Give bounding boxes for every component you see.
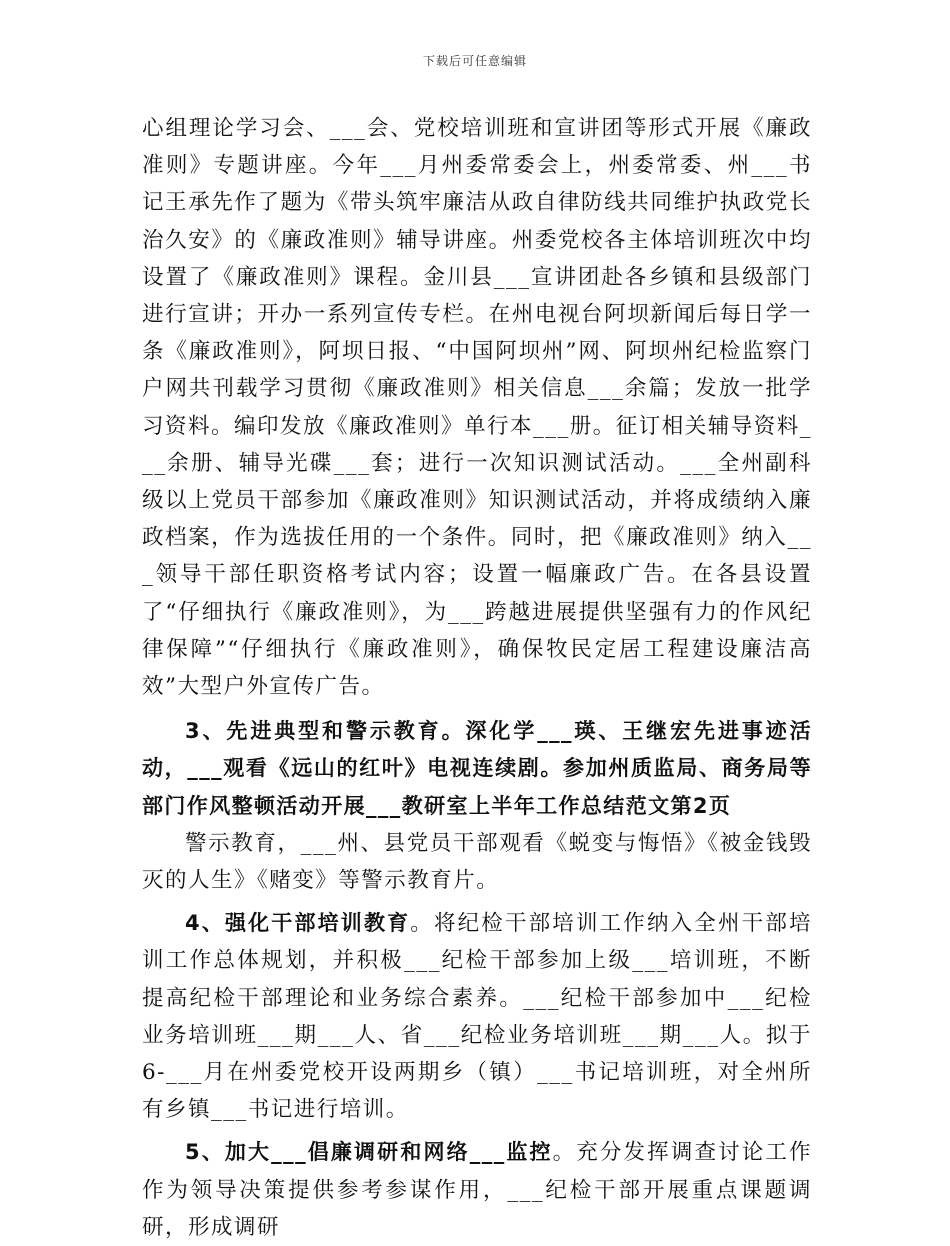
paragraph-5: [142, 1134, 812, 1246]
paragraph-5-text: 。充分发挥调查讨论工作作为领导决策提供参考参谋作用，___纪检干部开展重点课题调研，形成调研: [142, 1140, 812, 1240]
paragraph-1: 心组理论学习会、___会、党校培训班和宣讲团等形式开展《廉政准则》专题讲座。今年___月州委常委会上，州委常委、州___书记王承先作了题为《带头筑牢廉洁从政自律防线共同维护执政党长治久安》的《廉政准则》辅导讲座。州委党校各主体培训班次中均设置了《廉政准则》课程。金川县___宣讲团赴各乡镇和县级部门进行宣讲；开办一系列宣传专栏。在州电视台阿坝新闻后每日学一条《廉政准则》，阿坝日报、“中国阿坝州”网、阿坝州纪检监察门户网共刊载学习贯彻《廉政准则》相关信息___余篇；发放一批学习资料。编印发放《廉政准则》单行本___册。征订相关辅导资料___余册、辅导光碟___套；进行一次知识测试活动。___全州副科级以上党员干部参加《廉政准则》知识测试活动，并将成绩纳入廉政档案，作为选拔任用的一个条件。同时，把《廉政准则》纳入___领导干部任职资格考试内容；设置一幅廉政广告。在各县设置了“仔细执行《廉政准则》，为___跨越进展提供坚强有力的作风纪律保障”“仔细执行《廉政准则》，确保牧民定居工程建设廉洁高效”大型户外宣传广告。: [142, 116, 813, 700]
paragraph-3: 警示教育，___州、县党员干部观看《蜕变与悔悟》《被金钱毁灭的人生》《赌变》等警示教育片。: [142, 830, 812, 894]
page-header: 下载后可任意编辑: [422, 54, 527, 68]
paragraph-4-text: 。将纪检干部培训工作纳入全州干部培训工作总体规划，并积极___纪检干部参加上级___培训班，不断提高纪检干部理论和业务综合素养。___纪检干部参加中___纪检业务培训班___期___人、省___纪检业务培训班___期___人。拟于6-___月在州委党校开设两期乡（镇）___书记培训班，对全州所有乡镇___书记进行培训。: [142, 911, 812, 1123]
paragraph-4-heading: 4、强化干部培训教育: [185, 911, 411, 936]
paragraph-4: [142, 905, 812, 1128]
paragraph-2-heading: 3、先进典型和警示教育。深化学___瑛、王继宏先进事迹活动，___观看《远山的红叶》电视连续剧。参加州质监局、商务局等部门作风整顿活动开展___教研室上半年工作总结范文第2页: [142, 719, 812, 818]
paragraph-5-heading: 5、加大___倡廉调研和网络___监控: [185, 1140, 553, 1165]
document-body: [142, 110, 812, 1246]
